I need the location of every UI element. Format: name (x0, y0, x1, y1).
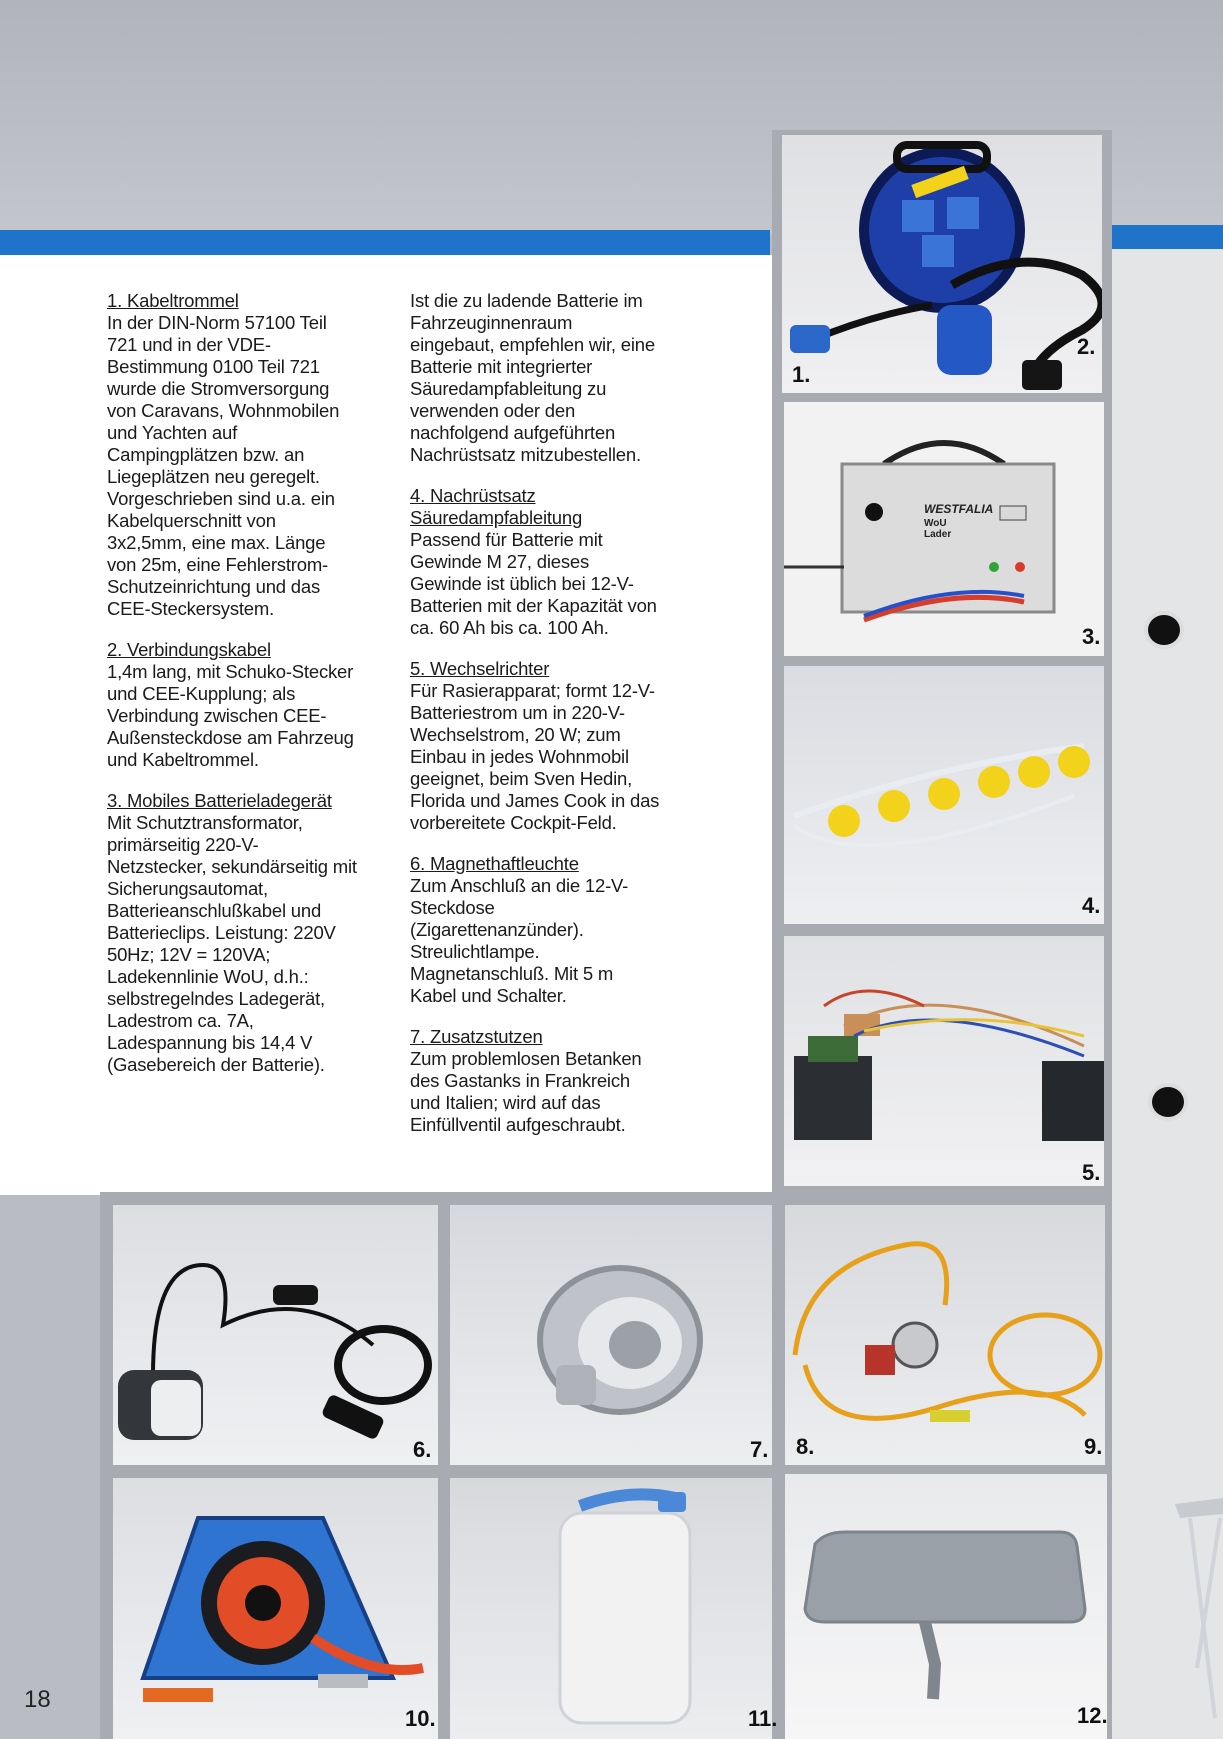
page-number: 18 (24, 1686, 51, 1713)
acid-vapour-kit-illustration (784, 666, 1104, 924)
section-intro (410, 290, 660, 466)
section-wechselrichter (410, 658, 660, 834)
section-body: Zum problemlosen Betanken des Gastanks in Frankreich und Italien; wird auf das Einfüllventil aufgeschraubt. (410, 1048, 642, 1135)
section-heading: 1. Kabeltrommel (107, 290, 239, 311)
photo-magnet-lamp (113, 1205, 438, 1465)
section-heading: 5. Wechselrichter (410, 658, 550, 679)
photo-acid-vapour-kit (784, 666, 1104, 924)
section-body: Passend für Batterie mit Gewinde M 27, dieses Gewinde ist üblich bei 12-V-Batterien mit der Kapazität von ca. 60 Ah bis ca. 100 Ah. (410, 529, 657, 638)
charger-brand-label: WESTFALIA (924, 502, 994, 516)
photo-number-2: 2. (1077, 334, 1096, 359)
photo-number-1: 1. (792, 362, 811, 387)
photo-table (785, 1474, 1107, 1739)
section-body: Zum Anschluß an die 12-V-Steckdose (Zigarettenanzünder). Streulichtlampe. Magnetanschluß. Mit 5 m Kabel und Schalter. (410, 875, 629, 1006)
blue-header-stripe-right (1112, 225, 1223, 249)
photo-number-9: 9. (1084, 1434, 1103, 1459)
cable-reel-illustration (782, 135, 1102, 393)
section-body: Mit Schutztransformator, primärseitig 220-V-Netzstecker, sekundärseitig mit Sicherungsautomat, Batterieanschlußkabel und Batterieclips. Leistung: 220V 50Hz; 12V = 120VA; Ladekennlinie WoU, d.h.: selbstregelndes Ladegerät, Ladestrom ca. 7A, Ladespannung bis 14,4 V (Gasebereich der Batterie). (107, 812, 357, 1075)
photo-number-7: 7. (750, 1437, 769, 1462)
photo-filler-adapter (450, 1205, 772, 1465)
charger-model-label: WoU Lader (924, 518, 952, 540)
photo-water-canister (450, 1478, 772, 1739)
water-canister-illustration (450, 1478, 772, 1739)
table-illustration (785, 1474, 1107, 1739)
section-body: 1,4m lang, mit Schuko-Stecker und CEE-Kupplung; als Verbindung zwischen CEE-Außensteckdose am Fahrzeug und Kabeltrommel. (107, 661, 354, 770)
section-heading: 7. Zusatzstutzen (410, 1026, 543, 1047)
filler-adapter-illustration (450, 1205, 772, 1465)
photo-gas-hose (785, 1205, 1105, 1465)
gas-hose-illustration (785, 1205, 1105, 1465)
section-body: Ist die zu ladende Batterie im Fahrzeuginnenraum eingebaut, empfehlen wir, eine Batterie mit integrierter Säuredampfableitung zu verwenden oder den nachfolgend aufgeführten Nachrüstsatz mitzubestellen. (410, 290, 655, 465)
photo-number-3: 3. (1082, 624, 1101, 649)
section-heading: 2. Verbindungskabel (107, 639, 271, 660)
section-heading: 3. Mobiles Batterieladegerät (107, 790, 332, 811)
photo-battery-charger (784, 402, 1104, 656)
section-body: In der DIN-Norm 57100 Teil 721 und in der VDE-Bestimmung 0100 Teil 721 wurde die Stromversorgung von Caravans, Wohnmobilen und Yachten auf Campingplätzen bzw. an Liegeplätzen neu geregelt. Vorgeschrieben sind u.a. ein Kabelquerschnitt von 3x2,5mm, eine max. Länge von 25m, eine Fehlerstrom-Schutzeinrichtung und das CEE-Steckersystem. (107, 312, 340, 619)
photo-number-11: 11. (748, 1706, 778, 1731)
section-body: Für Rasierapparat; formt 12-V-Batteriestrom um in 220-V-Wechselstrom, 20 W; zum Einbau in jedes Wohnmobil geeignet, beim Sven Hedin, Florida und James Cook in das vorbereitete Cockpit-Feld. (410, 680, 660, 833)
section-zusatzstutzen (410, 1026, 660, 1136)
binder-hole-bottom (1152, 1087, 1184, 1117)
section-heading: 6. Magnethaftleuchte (410, 853, 579, 874)
photo-inverter (784, 936, 1104, 1186)
hose-reel-illustration (113, 1478, 438, 1739)
photo-number-4: 4. (1082, 893, 1101, 918)
binder-hole-top (1148, 615, 1180, 645)
folding-table-legs-illustration (1175, 1488, 1223, 1728)
photo-number-12: 12. (1077, 1703, 1108, 1728)
text-column-2 (410, 290, 660, 1155)
inverter-illustration (784, 936, 1104, 1186)
text-column-1 (107, 290, 357, 1095)
photo-number-5: 5. (1082, 1160, 1101, 1185)
photo-number-8: 8. (796, 1434, 815, 1459)
section-kabeltrommel (107, 290, 357, 620)
section-heading: 4. Nachrüstsatz Säuredampfableitung (410, 485, 583, 528)
section-magnethaftleuchte (410, 853, 660, 1007)
section-nachruestsatz (410, 485, 660, 639)
photo-hose-reel (113, 1478, 438, 1739)
section-batterieladegeraet (107, 790, 357, 1076)
photo-cable-reel (782, 135, 1102, 393)
photo-number-10: 10. (405, 1706, 436, 1731)
magnet-lamp-illustration (113, 1205, 438, 1465)
section-verbindungskabel (107, 639, 357, 771)
blue-header-stripe (0, 230, 770, 255)
photo-number-6: 6. (413, 1437, 432, 1462)
partial-table-edge (1175, 1488, 1223, 1728)
